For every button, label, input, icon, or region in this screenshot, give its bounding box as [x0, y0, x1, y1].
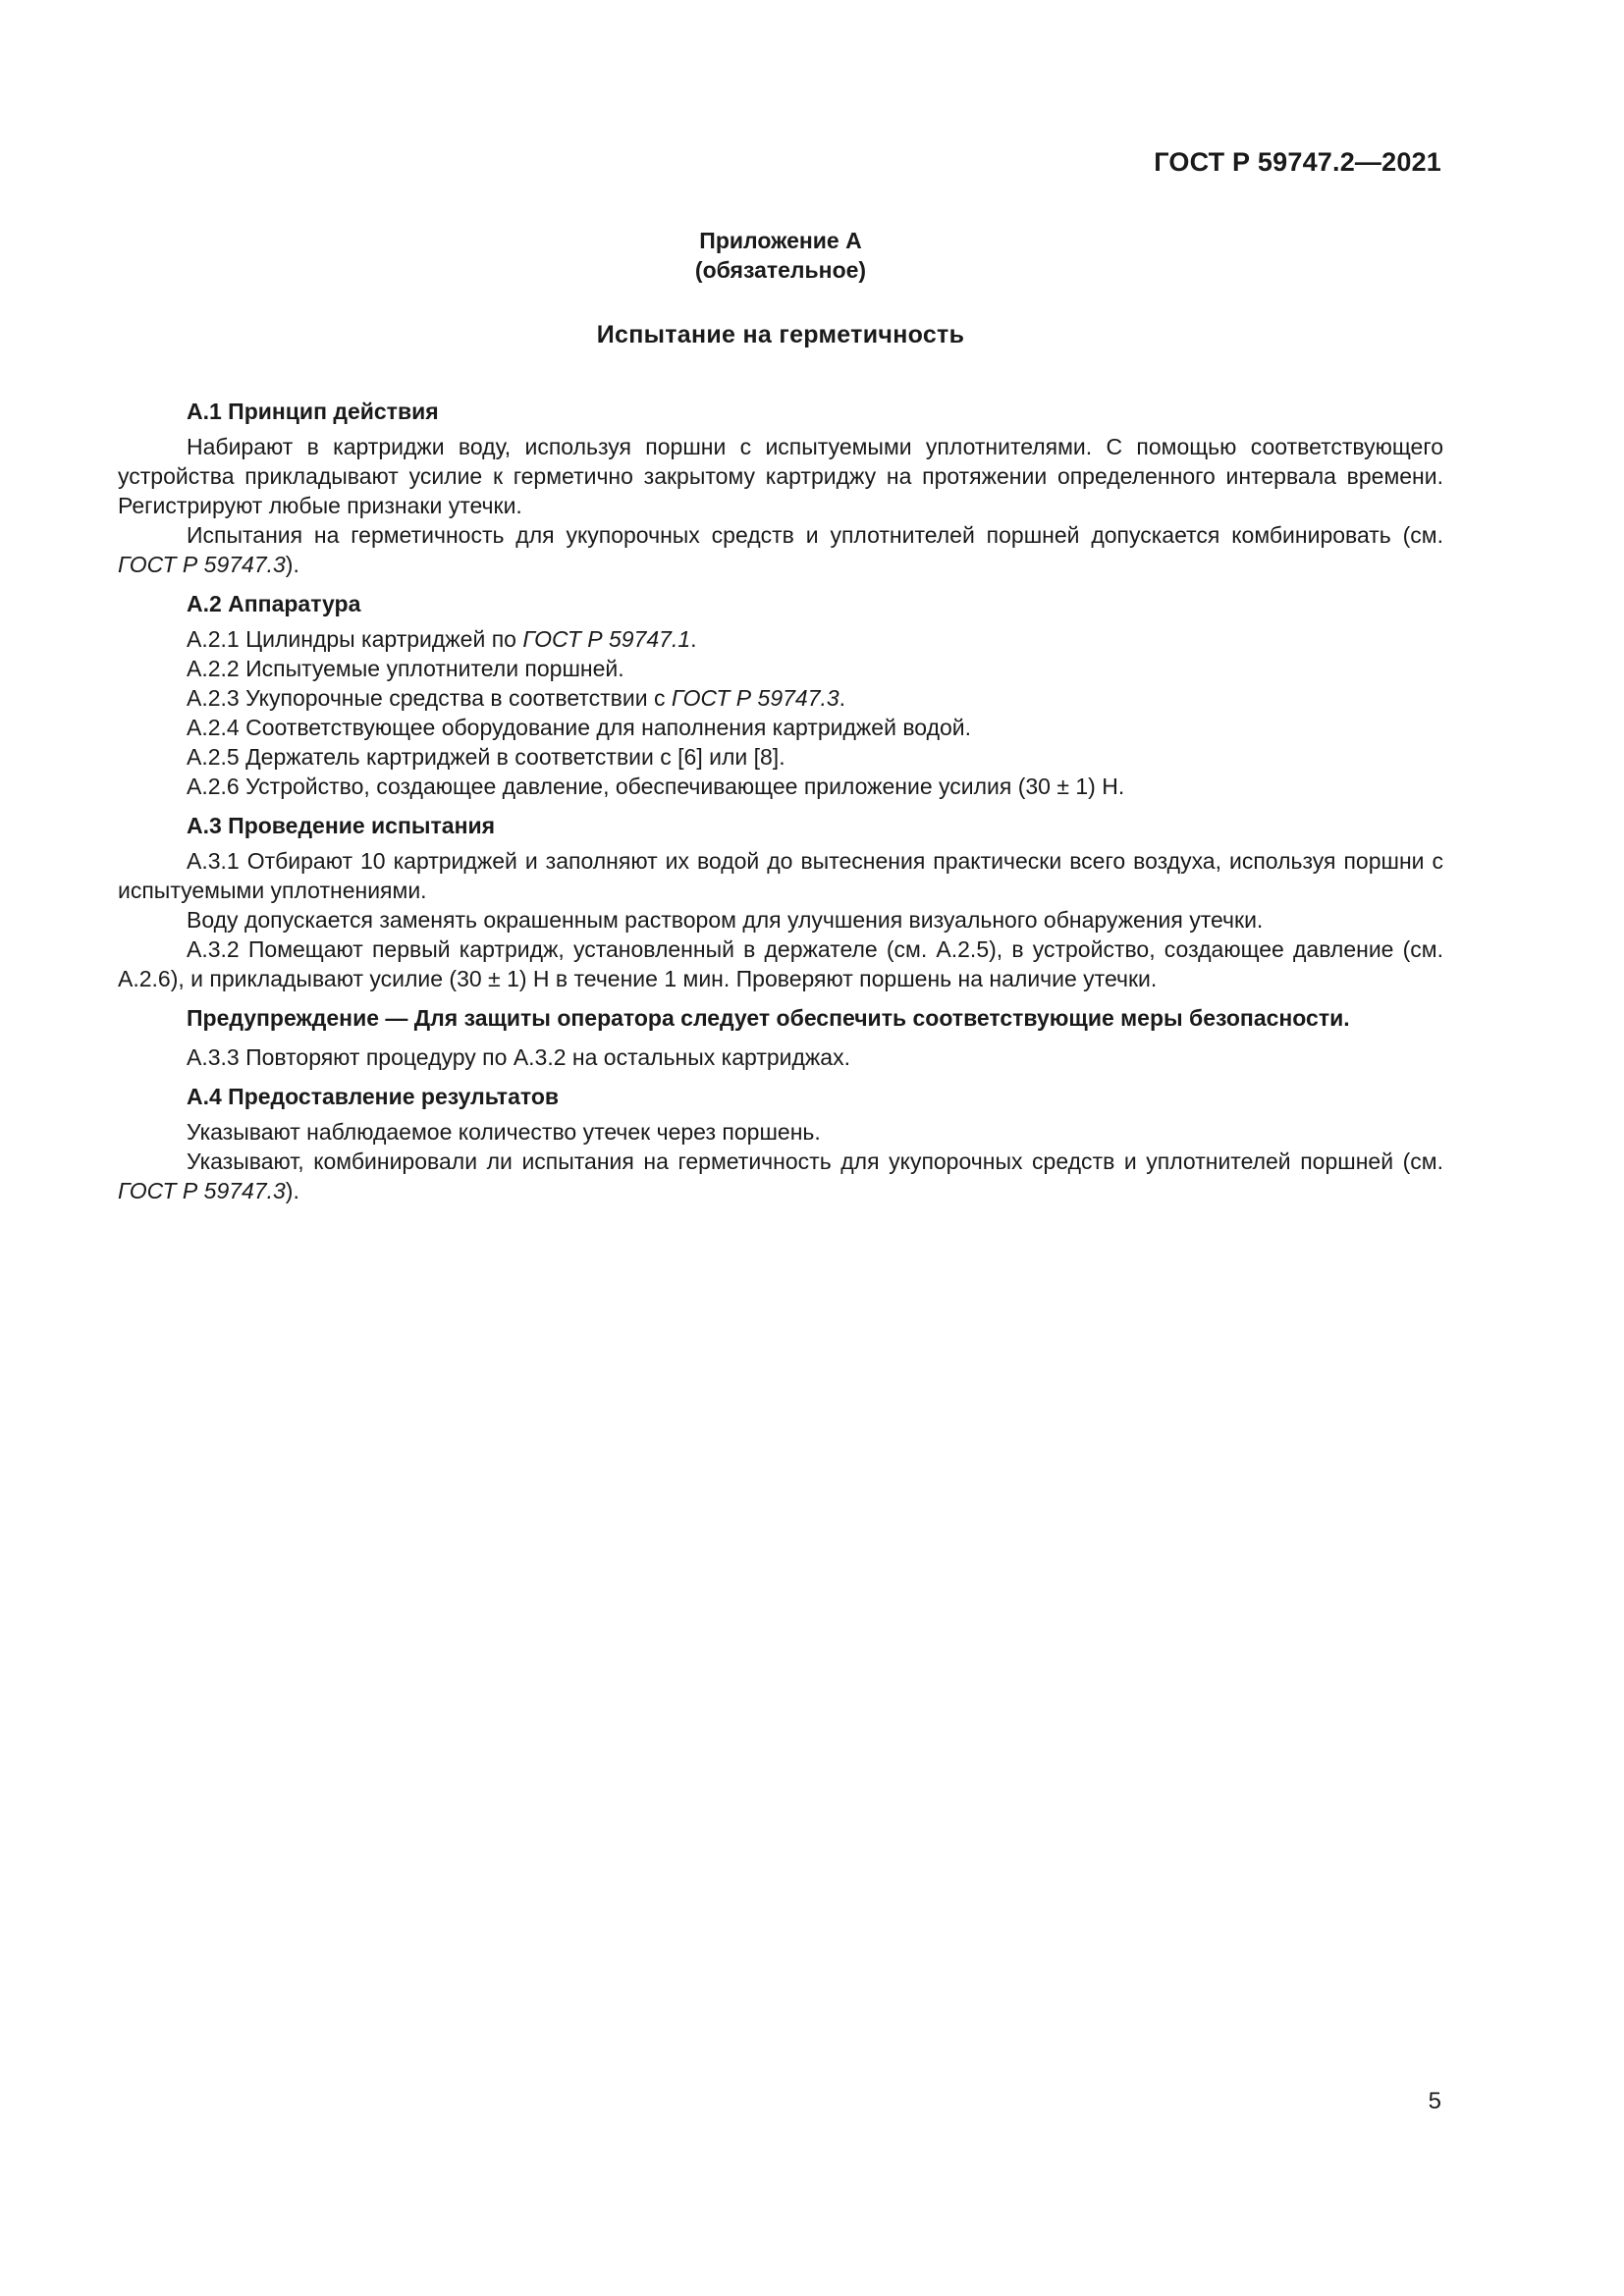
text-run: Указывают, комбинировали ли испытания на герметичность для укупорочных средств и уплотнителей поршней (см.: [187, 1148, 1443, 1174]
paragraph: [118, 1147, 1443, 1205]
document-body: [118, 397, 1443, 1205]
section-heading-a1: А.1 Принцип действия: [187, 399, 439, 424]
paragraph: А.3.1 Отбирают 10 картриджей и заполняют их водой до вытеснения практически всего воздуха, используя поршни с испытуемыми уплотнениями.: [118, 848, 1443, 903]
document-code: ГОСТ Р 59747.2—2021: [1154, 147, 1441, 177]
text-run: Испытания на герметичность для укупорочных средств и уплотнителей поршней допускается комбинировать (см.: [187, 522, 1443, 548]
standard-reference: ГОСТ Р 59747.3: [671, 685, 839, 711]
section-heading-a2: А.2 Аппаратура: [187, 591, 361, 616]
list-item: А.2.5 Держатель картриджей в соответствии с [6] или [8].: [187, 744, 785, 770]
page-number: 5: [1428, 2088, 1441, 2114]
standard-reference: ГОСТ Р 59747.3: [118, 552, 286, 577]
list-item: [118, 683, 1443, 713]
list-item: [118, 624, 1443, 654]
text-run: А.2.3 Укупорочные средства в соответствии с: [187, 685, 672, 711]
paragraph: Воду допускается заменять окрашенным раствором для улучшения визуального обнаружения утечки.: [187, 907, 1264, 933]
annex-status: (обязательное): [694, 257, 867, 283]
safety-warning: Предупреждение — Для защиты оператора следует обеспечить соответствующие меры безопасности.: [187, 1005, 1350, 1031]
annex-label: Приложение А: [699, 228, 862, 253]
text-run: ).: [285, 552, 299, 577]
paragraph: Указывают наблюдаемое количество утечек через поршень.: [187, 1119, 821, 1145]
annex-heading: [0, 226, 1561, 285]
section-heading-a4: А.4 Предоставление результатов: [187, 1084, 560, 1109]
standard-reference: ГОСТ Р 59747.1: [522, 626, 691, 652]
text-run: ).: [285, 1178, 299, 1203]
text-run: .: [839, 685, 846, 711]
paragraph: А.3.3 Повторяют процедуру по А.3.2 на остальных картриджах.: [187, 1044, 850, 1070]
paragraph: А.3.2 Помещают первый картридж, установленный в держателе (см. А.2.5), в устройство, создающее давление (см. А.2.6), и прикладывают усилие (30 ± 1) Н в течение 1 мин. Проверяют поршень на наличие утечки.: [118, 936, 1443, 991]
list-item: А.2.6 Устройство, создающее давление, обеспечивающее приложение усилия (30 ± 1) Н.: [187, 774, 1125, 799]
paragraph: [118, 520, 1443, 579]
text-run: .: [690, 626, 697, 652]
annex-title: Испытание на герметичность: [596, 321, 965, 348]
section-heading-a3: А.3 Проведение испытания: [187, 813, 496, 838]
standard-reference: ГОСТ Р 59747.3: [118, 1178, 286, 1203]
list-item: А.2.2 Испытуемые уплотнители поршней.: [187, 656, 624, 681]
text-run: А.2.1 Цилиндры картриджей по: [187, 626, 523, 652]
list-item: А.2.4 Соответствующее оборудование для наполнения картриджей водой.: [187, 715, 972, 740]
paragraph: Набирают в картриджи воду, используя поршни с испытуемыми уплотнителями. С помощью соответствующего устройства прикладывают усилие к герметично закрытому картриджу на протяжении определенного интервала времени. Регистрируют любые признаки утечки.: [118, 434, 1443, 518]
